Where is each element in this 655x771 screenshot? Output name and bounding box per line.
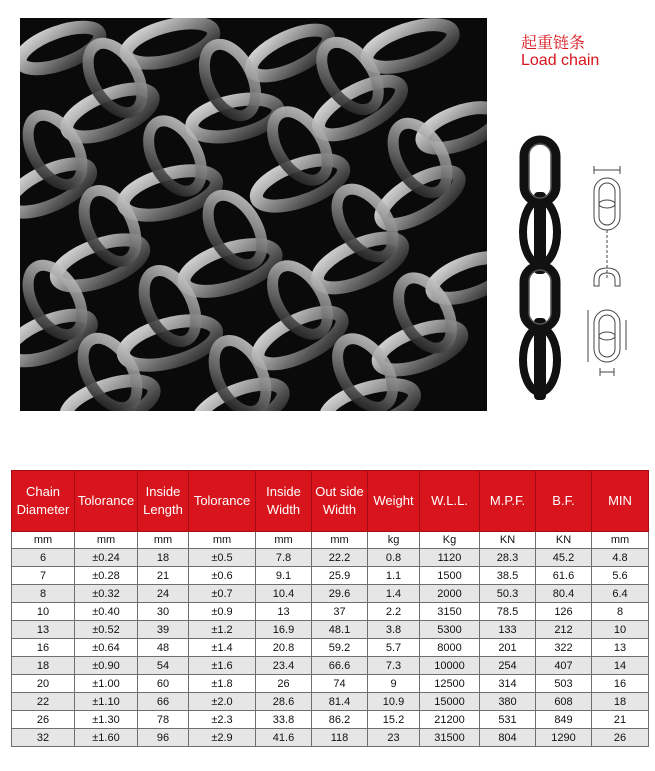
table-row xyxy=(12,585,649,603)
chain-links-icon xyxy=(510,132,570,402)
table-cell: 6.4 xyxy=(592,585,649,603)
table-row xyxy=(12,675,649,693)
load-chain-spec-table xyxy=(11,470,649,747)
table-cell: ±1.8 xyxy=(189,675,256,693)
table-cell: 20 xyxy=(12,675,75,693)
table-cell: ±0.52 xyxy=(75,621,138,639)
table-cell: ±2.9 xyxy=(189,729,256,747)
table-cell: 3150 xyxy=(420,603,480,621)
table-cell: 13 xyxy=(592,639,649,657)
table-cell: 18 xyxy=(12,657,75,675)
table-cell: 2000 xyxy=(420,585,480,603)
table-cell: 66 xyxy=(138,693,189,711)
table-cell: ±1.30 xyxy=(75,711,138,729)
table-cell: ±1.10 xyxy=(75,693,138,711)
unit-cell: mm xyxy=(138,532,189,549)
table-cell: 25.9 xyxy=(312,567,368,585)
table-cell: 22 xyxy=(12,693,75,711)
table-cell: 10.9 xyxy=(368,693,420,711)
table-cell: 9.1 xyxy=(256,567,312,585)
table-cell: 78.5 xyxy=(480,603,536,621)
table-cell: 31500 xyxy=(420,729,480,747)
table-cell: 21 xyxy=(592,711,649,729)
table-cell: 608 xyxy=(536,693,592,711)
table-cell: 5.6 xyxy=(592,567,649,585)
table-cell: 126 xyxy=(536,603,592,621)
table-cell: 1120 xyxy=(420,549,480,567)
table-cell: ±0.9 xyxy=(189,603,256,621)
title-english: Load chain xyxy=(521,52,600,69)
table-cell: 254 xyxy=(480,657,536,675)
unit-cell: KN xyxy=(536,532,592,549)
unit-cell: mm xyxy=(312,532,368,549)
table-cell: 133 xyxy=(480,621,536,639)
table-cell: 24 xyxy=(138,585,189,603)
table-cell: 16.9 xyxy=(256,621,312,639)
table-cell: 322 xyxy=(536,639,592,657)
chain-link-diagram-icon xyxy=(582,160,632,386)
table-cell: 48 xyxy=(138,639,189,657)
unit-cell: mm xyxy=(189,532,256,549)
table-cell: 804 xyxy=(480,729,536,747)
table-cell: 26 xyxy=(592,729,649,747)
table-cell: ±0.32 xyxy=(75,585,138,603)
table-cell: 30 xyxy=(138,603,189,621)
table-cell: ±1.6 xyxy=(189,657,256,675)
table-cell: ±2.0 xyxy=(189,693,256,711)
table-cell: 5.7 xyxy=(368,639,420,657)
header-tolorance-length: Tolorance xyxy=(189,471,256,532)
table-cell: ±0.5 xyxy=(189,549,256,567)
table-cell: ±0.90 xyxy=(75,657,138,675)
table-cell: 1290 xyxy=(536,729,592,747)
table-cell: 12500 xyxy=(420,675,480,693)
table-cell: 74 xyxy=(312,675,368,693)
table-row xyxy=(12,621,649,639)
table-cell: 314 xyxy=(480,675,536,693)
header-tolorance-diameter: Tolorance xyxy=(75,471,138,532)
header-weight: Weight xyxy=(368,471,420,532)
table-cell: 45.2 xyxy=(536,549,592,567)
table-cell: 33.8 xyxy=(256,711,312,729)
table-cell: 28.6 xyxy=(256,693,312,711)
table-cell: 96 xyxy=(138,729,189,747)
table-cell: 13 xyxy=(256,603,312,621)
table-cell: 78 xyxy=(138,711,189,729)
table-cell: 26 xyxy=(12,711,75,729)
table-cell: 59.2 xyxy=(312,639,368,657)
table-cell: 23 xyxy=(368,729,420,747)
table-cell: 16 xyxy=(12,639,75,657)
unit-cell: kg xyxy=(368,532,420,549)
table-cell: ±0.40 xyxy=(75,603,138,621)
table-cell: ±1.4 xyxy=(189,639,256,657)
table-cell: 41.6 xyxy=(256,729,312,747)
units-row xyxy=(12,532,649,549)
table-cell: 50.3 xyxy=(480,585,536,603)
table-cell: 60 xyxy=(138,675,189,693)
unit-cell: KN xyxy=(480,532,536,549)
table-cell: 10.4 xyxy=(256,585,312,603)
unit-cell: mm xyxy=(75,532,138,549)
table-cell: 20.8 xyxy=(256,639,312,657)
table-row xyxy=(12,657,649,675)
table-cell: ±0.24 xyxy=(75,549,138,567)
table-cell: ±1.60 xyxy=(75,729,138,747)
header-min: MIN xyxy=(592,471,649,532)
table-cell: 7.8 xyxy=(256,549,312,567)
table-row xyxy=(12,639,649,657)
header-chain-diameter: Chain Diameter xyxy=(12,471,75,532)
table-row xyxy=(12,549,649,567)
table-cell: ±0.7 xyxy=(189,585,256,603)
header-wll: W.L.L. xyxy=(420,471,480,532)
table-cell: 1.1 xyxy=(368,567,420,585)
table-cell: 849 xyxy=(536,711,592,729)
table-cell: 23.4 xyxy=(256,657,312,675)
header-bf: B.F. xyxy=(536,471,592,532)
table-cell: 37 xyxy=(312,603,368,621)
table-cell: 28.3 xyxy=(480,549,536,567)
table-cell: 22.2 xyxy=(312,549,368,567)
table-cell: ±1.2 xyxy=(189,621,256,639)
table-cell: 29.6 xyxy=(312,585,368,603)
table-cell: 1.4 xyxy=(368,585,420,603)
table-cell: 81.4 xyxy=(312,693,368,711)
table-cell: ±0.64 xyxy=(75,639,138,657)
table-cell: 1500 xyxy=(420,567,480,585)
table-cell: 38.5 xyxy=(480,567,536,585)
table-cell: ±1.00 xyxy=(75,675,138,693)
table-cell: 80.4 xyxy=(536,585,592,603)
table-cell: 10 xyxy=(12,603,75,621)
table-cell: 503 xyxy=(536,675,592,693)
table-cell: ±2.3 xyxy=(189,711,256,729)
table-cell: 8000 xyxy=(420,639,480,657)
table-cell: 15000 xyxy=(420,693,480,711)
table-cell: 3.8 xyxy=(368,621,420,639)
table-cell: 7 xyxy=(12,567,75,585)
table-cell: 16 xyxy=(592,675,649,693)
table-cell: 32 xyxy=(12,729,75,747)
table-row xyxy=(12,693,649,711)
table-row xyxy=(12,729,649,747)
table-cell: 2.2 xyxy=(368,603,420,621)
table-cell: 26 xyxy=(256,675,312,693)
table-cell: 18 xyxy=(592,693,649,711)
unit-cell: mm xyxy=(256,532,312,549)
table-cell: 4.8 xyxy=(592,549,649,567)
table-cell: 54 xyxy=(138,657,189,675)
table-cell: 14 xyxy=(592,657,649,675)
unit-cell: mm xyxy=(12,532,75,549)
table-cell: 48.1 xyxy=(312,621,368,639)
table-cell: 201 xyxy=(480,639,536,657)
table-cell: 21 xyxy=(138,567,189,585)
table-cell: 21200 xyxy=(420,711,480,729)
table-cell: 15.2 xyxy=(368,711,420,729)
table-cell: 8 xyxy=(592,603,649,621)
unit-cell: mm xyxy=(592,532,649,549)
table-cell: 8 xyxy=(12,585,75,603)
table-row xyxy=(12,567,649,585)
title-chinese: 起重链条 xyxy=(521,33,586,52)
table-cell: 531 xyxy=(480,711,536,729)
table-cell: 0.8 xyxy=(368,549,420,567)
table-cell: 7.3 xyxy=(368,657,420,675)
table-cell: 10000 xyxy=(420,657,480,675)
table-cell: 9 xyxy=(368,675,420,693)
table-row xyxy=(12,711,649,729)
chain-pile-photo xyxy=(20,18,487,411)
table-cell: 61.6 xyxy=(536,567,592,585)
table-cell: 39 xyxy=(138,621,189,639)
table-cell: 5300 xyxy=(420,621,480,639)
table-header-row xyxy=(12,471,649,532)
table-cell: 13 xyxy=(12,621,75,639)
table-cell: 6 xyxy=(12,549,75,567)
table-cell: ±0.28 xyxy=(75,567,138,585)
table-cell: 118 xyxy=(312,729,368,747)
table-cell: 212 xyxy=(536,621,592,639)
table-cell: 10 xyxy=(592,621,649,639)
table-cell: 66.6 xyxy=(312,657,368,675)
unit-cell: Kg xyxy=(420,532,480,549)
table-cell: ±0.6 xyxy=(189,567,256,585)
header-inside-length: Inside Length xyxy=(138,471,189,532)
table-cell: 18 xyxy=(138,549,189,567)
table-row xyxy=(12,603,649,621)
table-cell: 407 xyxy=(536,657,592,675)
table-cell: 86.2 xyxy=(312,711,368,729)
header-outside-width: Out side Width xyxy=(312,471,368,532)
header-inside-width: Inside Width xyxy=(256,471,312,532)
header-mpf: M.P.F. xyxy=(480,471,536,532)
table-cell: 380 xyxy=(480,693,536,711)
